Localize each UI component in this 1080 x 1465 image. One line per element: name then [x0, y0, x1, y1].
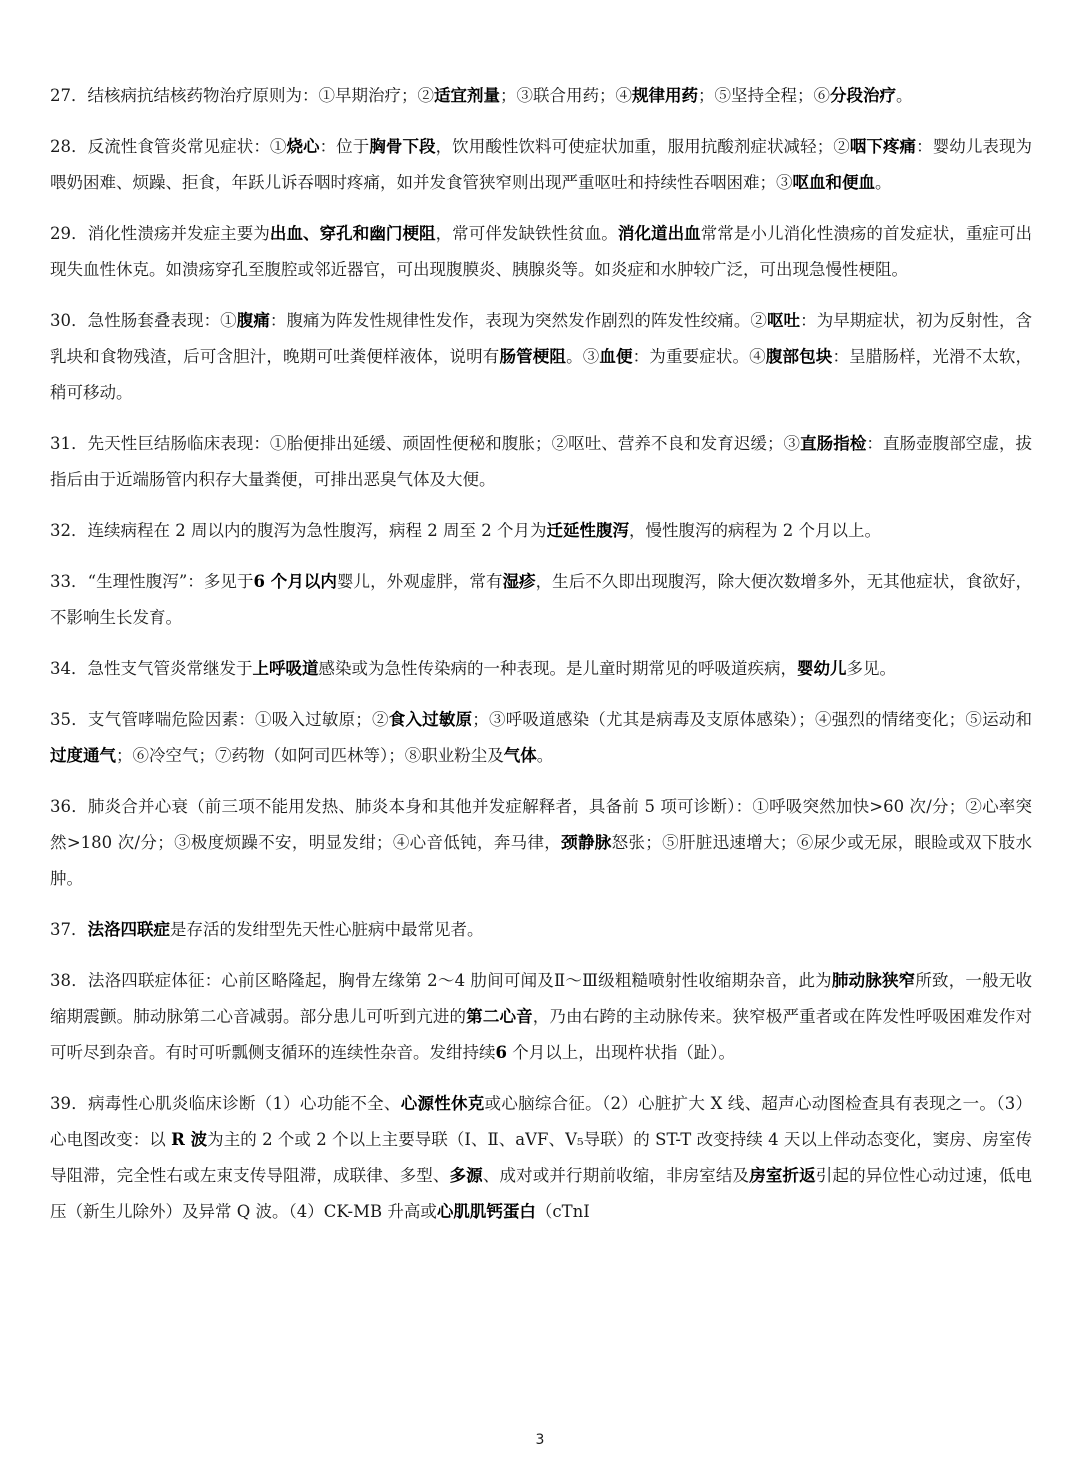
body-text: 39．病毒性心肌炎临床诊断（1）心功能不全、 [50, 1094, 401, 1113]
emphasis-text: 烧心 [286, 137, 320, 156]
list-item [50, 513, 1032, 549]
list-item [50, 564, 1032, 636]
body-text: 是存活的发绀型先天性心脏病中最常见者。 [170, 920, 484, 939]
body-text: 。 [896, 86, 913, 105]
body-text: （cTnI [535, 1202, 590, 1221]
body-text: ：为重要症状。④ [632, 347, 766, 366]
body-text: 36．肺炎合并心衰（前三项不能用发热、肺炎本身和其他并发症解释者，具备前 5 项可诊断）：①呼吸突然加快>60 次/分；②心率突然>180 次/分；③极度烦躁不安，明显发绀；④心音低钝，奔马律， [50, 797, 1032, 852]
emphasis-text: 适宜剂量 [434, 86, 500, 105]
emphasis-text: 心肌肌钙蛋白 [436, 1202, 536, 1221]
body-text: ：呈腊肠样，光滑不太软，稍可移动。 [50, 347, 1033, 402]
body-text: ，慢性腹泻的病程为 2 个月以上。 [628, 521, 881, 540]
list-item [50, 1086, 1032, 1230]
emphasis-text: 房室折返 [749, 1166, 816, 1185]
body-text: ：腹痛为阵发性规律性发作，表现为突然发作剧烈的阵发性绞痛。② [269, 311, 767, 330]
body-text: 29．消化性溃疡并发症主要为 [50, 224, 270, 243]
document-body [50, 78, 1032, 1245]
emphasis-text: 呕吐 [766, 311, 801, 330]
emphasis-text: 心源性休克 [400, 1094, 485, 1113]
emphasis-text: 消化道出血 [617, 224, 701, 243]
body-text: ：直肠壶腹部空虚，拔指后由于近端肠管内积存大量粪便，可排出恶臭气体及大便。 [50, 434, 1033, 489]
body-text: ；⑤坚持全程；⑥ [698, 86, 830, 105]
body-text: 常常是小儿消化性溃疡的首发症状，重症可出现失血性休克。如溃疡穿孔至腹腔或邻近器官，可出现腹膜炎、胰腺炎等。如炎症和水肿较广泛，可出现急慢性梗阻。 [50, 224, 1033, 279]
body-text: 、成对或并行期前收缩，非房室结及 [482, 1166, 750, 1185]
body-text: ，饮用酸性饮料可使症状加重，服用抗酸剂症状减轻；② [435, 137, 850, 156]
emphasis-text: 6 个月以内 [253, 572, 337, 591]
body-text: 怒张；⑤肝脏迅速增大；⑥尿少或无尿，眼睑或双下肢水肿。 [50, 833, 1032, 888]
emphasis-text: 肺动脉狭窄 [831, 971, 916, 990]
emphasis-text: 分段治疗 [830, 86, 896, 105]
list-item [50, 216, 1032, 288]
body-text: 31．先天性巨结肠临床表现：①胎便排出延缓、顽固性便秘和腹胀；②呕吐、营养不良和发育迟缓；③ [50, 434, 801, 453]
emphasis-text: 肠管梗阻 [499, 347, 567, 366]
body-text: 28．反流性食管炎常见症状：① [50, 137, 287, 156]
body-text: 38．法洛四联症体征：心前区略隆起，胸骨左缘第 2～4 肋间可闻及Ⅱ～Ⅲ级粗糙喷射性收缩期杂音，此为 [50, 971, 832, 990]
emphasis-text: 呕血和便血 [792, 173, 875, 192]
body-text: 多见。 [846, 659, 896, 678]
emphasis-text: 腹痛 [236, 311, 270, 330]
emphasis-text: 血便 [599, 347, 633, 366]
emphasis-text: 多源 [449, 1166, 483, 1185]
body-text: ：为早期症状，初为反射性，含乳块和食物残渣，后可含胆汁，晚期可吐粪便样液体，说明有 [50, 311, 1033, 366]
emphasis-text: 湿疹 [502, 572, 536, 591]
body-text: ，生后不久即出现腹泻，除大便次数增多外，无其他症状，食欲好，不影响生长发育。 [50, 572, 1033, 627]
emphasis-text: 气体 [503, 746, 537, 765]
body-text: 或心脑综合征。（2）心脏扩大 X 线、超声心动图检查具有表现之一。（3）心电图改变：以 [50, 1094, 1032, 1149]
body-text: 个月以上，出现杵状指（趾）。 [506, 1043, 735, 1062]
emphasis-text: 规律用药 [632, 86, 698, 105]
list-item [50, 912, 1032, 948]
body-text: 27．结核病抗结核药物治疗原则为：①早期治疗；② [50, 86, 434, 105]
body-text: 为主的 2 个或 2 个以上主要导联（Ⅰ、Ⅱ、aVF、V₅导联）的 ST-T 改变持续 4 天以上伴动态变化，窦房、房室传导阻滞，完全性右或左束支传导阻滞，成联律、多型、 [50, 1130, 1032, 1185]
body-text: 34．急性支气管炎常继发于 [50, 659, 253, 678]
emphasis-text: 腹部包块 [765, 347, 833, 366]
emphasis-text: 咽下疼痛 [849, 137, 917, 156]
emphasis-text: 过度通气 [50, 746, 116, 765]
body-text: 30．急性肠套叠表现：① [50, 311, 237, 330]
body-text: 婴儿，外观虚胖，常有 [337, 572, 503, 591]
emphasis-text: 迁延性腹泻 [546, 521, 629, 540]
list-item [50, 963, 1032, 1071]
body-text: ；③联合用药；④ [500, 86, 632, 105]
emphasis-text: 出血、穿孔和幽门梗阻 [269, 224, 436, 243]
body-text: 。 [875, 173, 892, 192]
body-text: 37． [50, 920, 88, 939]
emphasis-text: 婴幼儿 [797, 659, 847, 678]
emphasis-text: 胸骨下段 [369, 137, 436, 156]
body-text: ：位于 [319, 137, 370, 156]
emphasis-text: 6 [495, 1043, 507, 1062]
body-text: 。 [536, 746, 554, 765]
list-item [50, 651, 1032, 687]
body-text: 引起的异位性心动过速，低电压（新生儿除外）及异常 Q 波。（4）CK-MB 升高或 [50, 1166, 1033, 1221]
emphasis-text: 食入过敏原 [388, 710, 473, 729]
emphasis-text: 直肠指检 [800, 434, 867, 453]
list-item [50, 702, 1032, 774]
body-text: ，常可伴发缺铁性贫血。 [435, 224, 618, 243]
body-text: ：婴幼儿表现为喂奶困难、烦躁、拒食，年跃儿诉吞咽时疼痛，如并发食管狭窄则出现严重呕吐和持续性吞咽困难；③ [50, 137, 1033, 192]
list-item [50, 78, 1032, 114]
body-text: 所致，一般无收缩期震颤。肺动脉第二心音减弱。部分患儿可听到亢进的 [50, 971, 1033, 1026]
body-text: ；⑥冷空气；⑦药物（如阿司匹林等）；⑧职业粉尘及 [116, 746, 504, 765]
emphasis-text: R 波 [171, 1130, 208, 1149]
emphasis-text: 第二心音 [466, 1007, 533, 1026]
page-number: 3 [535, 1432, 545, 1448]
body-text: 35．支气管哮喘危险因素：①吸入过敏原；② [50, 710, 389, 729]
list-item [50, 426, 1032, 498]
emphasis-text: 法洛四联症 [87, 920, 170, 939]
body-text: ；③呼吸道感染（尤其是病毒及支原体感染）；④强烈的情绪变化；⑤运动和 [472, 710, 1033, 729]
body-text: 。③ [566, 347, 600, 366]
list-item [50, 303, 1032, 411]
body-text: ，乃由右跨的主动脉传来。狭窄极严重者或在阵发性呼吸困难发作对可听尽到杂音。有时可听瓢侧支循环的连续性杂音。发绀持续 [50, 1007, 1033, 1062]
body-text: 感染或为急性传染病的一种表现。是儿童时期常见的呼吸道疾病， [318, 659, 797, 678]
emphasis-text: 上呼吸道 [252, 659, 319, 678]
body-text: 32．连续病程在 2 周以内的腹泻为急性腹泻，病程 2 周至 2 个月为 [50, 521, 547, 540]
list-item [50, 789, 1032, 897]
emphasis-text: 颈静脉 [561, 833, 612, 852]
list-item [50, 129, 1032, 201]
body-text: 33．“生理性腹泻”：多见于 [50, 572, 254, 591]
